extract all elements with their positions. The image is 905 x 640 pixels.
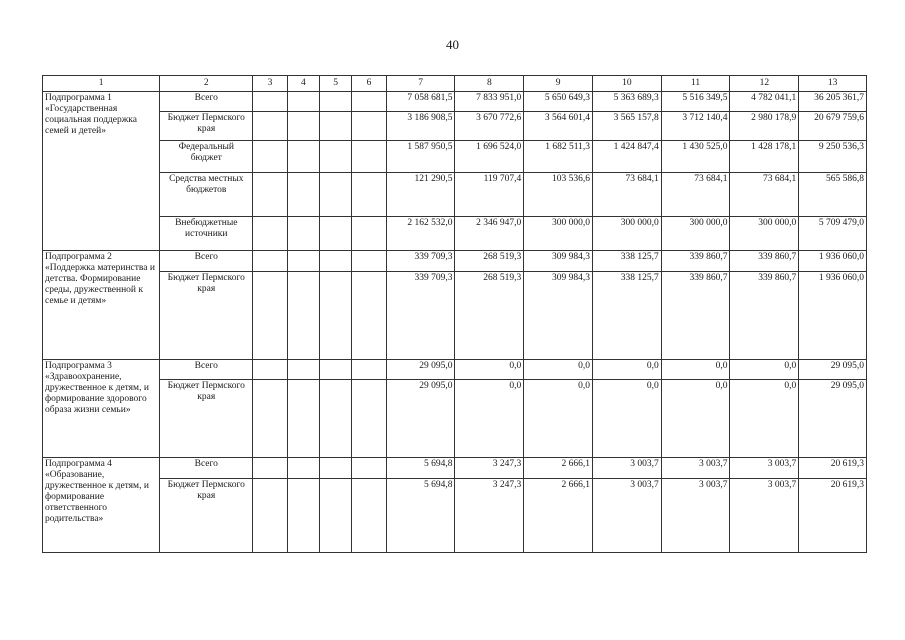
value-cell: 20 619,3 (799, 479, 867, 553)
empty-cell (352, 92, 386, 112)
value-cell: 5 516 349,5 (661, 92, 730, 112)
value-cell: 268 519,3 (455, 251, 524, 272)
value-cell: 339 860,7 (661, 272, 730, 360)
value-cell: 339 860,7 (661, 251, 730, 272)
empty-cell (287, 458, 319, 479)
table-row (43, 458, 867, 479)
value-cell: 1 428 178,1 (730, 141, 799, 173)
column-header: 12 (730, 76, 799, 92)
funding-source: Всего (160, 458, 253, 479)
table-row (43, 217, 867, 251)
table-row (43, 272, 867, 360)
value-cell: 2 162 532,0 (386, 217, 455, 251)
value-cell: 565 586,8 (799, 173, 867, 217)
value-cell: 0,0 (455, 360, 524, 380)
empty-cell (253, 360, 287, 380)
value-cell: 3 003,7 (730, 458, 799, 479)
value-cell: 2 666,1 (524, 479, 593, 553)
budget-table-body (43, 76, 867, 553)
value-cell: 73 684,1 (730, 173, 799, 217)
value-cell: 7 833 951,0 (455, 92, 524, 112)
empty-cell (352, 360, 386, 380)
table-row (43, 112, 867, 141)
value-cell: 0,0 (730, 360, 799, 380)
value-cell: 0,0 (524, 360, 593, 380)
value-cell: 5 363 689,3 (592, 92, 661, 112)
funding-source: Бюджет Пермского края (160, 112, 253, 141)
empty-cell (352, 173, 386, 217)
value-cell: 0,0 (592, 360, 661, 380)
value-cell: 7 058 681,5 (386, 92, 455, 112)
empty-cell (287, 173, 319, 217)
value-cell: 339 709,3 (386, 251, 455, 272)
empty-cell (352, 272, 386, 360)
empty-cell (287, 479, 319, 553)
funding-source: Бюджет Пермского края (160, 479, 253, 553)
empty-cell (352, 479, 386, 553)
value-cell: 268 519,3 (455, 272, 524, 360)
column-header: 11 (661, 76, 730, 92)
value-cell: 1 696 524,0 (455, 141, 524, 173)
empty-cell (287, 92, 319, 112)
empty-cell (320, 92, 352, 112)
value-cell: 0,0 (524, 380, 593, 458)
value-cell: 20 679 759,6 (799, 112, 867, 141)
value-cell: 1 430 525,0 (661, 141, 730, 173)
value-cell: 0,0 (730, 380, 799, 458)
empty-cell (253, 479, 287, 553)
value-cell: 29 095,0 (386, 380, 455, 458)
value-cell: 20 619,3 (799, 458, 867, 479)
value-cell: 121 290,5 (386, 173, 455, 217)
value-cell: 300 000,0 (661, 217, 730, 251)
empty-cell (352, 251, 386, 272)
value-cell: 5 694,8 (386, 479, 455, 553)
value-cell: 3 003,7 (661, 479, 730, 553)
value-cell: 2 980 178,9 (730, 112, 799, 141)
column-header: 2 (160, 76, 253, 92)
empty-cell (320, 458, 352, 479)
empty-cell (253, 272, 287, 360)
value-cell: 3 186 908,5 (386, 112, 455, 141)
funding-source: Бюджет Пермского края (160, 272, 253, 360)
value-cell: 3 670 772,6 (455, 112, 524, 141)
column-header: 5 (320, 76, 352, 92)
value-cell: 73 684,1 (661, 173, 730, 217)
value-cell: 338 125,7 (592, 251, 661, 272)
value-cell: 309 984,3 (524, 272, 593, 360)
value-cell: 3 247,3 (455, 479, 524, 553)
value-cell: 1 587 950,5 (386, 141, 455, 173)
empty-cell (287, 272, 319, 360)
empty-cell (253, 380, 287, 458)
column-header: 9 (524, 76, 593, 92)
column-header: 3 (253, 76, 287, 92)
value-cell: 1 936 060,0 (799, 251, 867, 272)
value-cell: 3 003,7 (592, 458, 661, 479)
empty-cell (253, 173, 287, 217)
empty-cell (320, 141, 352, 173)
table-row (43, 141, 867, 173)
value-cell: 36 205 361,7 (799, 92, 867, 112)
value-cell: 3 003,7 (730, 479, 799, 553)
subprogram-title: Подпрограмма 4 «Образование, дружественное к детям, и формирование ответственного родительства» (43, 458, 160, 553)
funding-source: Средства местных бюджетов (160, 173, 253, 217)
value-cell: 3 712 140,4 (661, 112, 730, 141)
value-cell: 9 250 536,3 (799, 141, 867, 173)
value-cell: 29 095,0 (386, 360, 455, 380)
column-header: 7 (386, 76, 455, 92)
value-cell: 5 694,8 (386, 458, 455, 479)
table-row (43, 173, 867, 217)
subprogram-title: Подпрограмма 1 «Государственная социальная поддержка семей и детей» (43, 92, 160, 251)
empty-cell (320, 479, 352, 553)
column-header-row (43, 76, 867, 92)
column-header: 13 (799, 76, 867, 92)
value-cell: 1 936 060,0 (799, 272, 867, 360)
value-cell: 300 000,0 (524, 217, 593, 251)
funding-source: Внебюджетные источники (160, 217, 253, 251)
column-header: 1 (43, 76, 160, 92)
empty-cell (320, 173, 352, 217)
value-cell: 3 564 601,4 (524, 112, 593, 141)
value-cell: 0,0 (455, 380, 524, 458)
value-cell: 3 003,7 (661, 458, 730, 479)
value-cell: 119 707,4 (455, 173, 524, 217)
empty-cell (287, 112, 319, 141)
empty-cell (253, 112, 287, 141)
value-cell: 0,0 (661, 360, 730, 380)
budget-table (42, 75, 867, 553)
empty-cell (287, 360, 319, 380)
empty-cell (253, 141, 287, 173)
funding-source: Всего (160, 92, 253, 112)
empty-cell (320, 251, 352, 272)
column-header: 8 (455, 76, 524, 92)
subprogram-title: Подпрограмма 3 «Здравоохранение, дружественное к детям, и формирование здорового образа жизни семьи» (43, 360, 160, 458)
empty-cell (253, 251, 287, 272)
empty-cell (253, 458, 287, 479)
column-header: 10 (592, 76, 661, 92)
value-cell: 4 782 041,1 (730, 92, 799, 112)
subprogram-title: Подпрограмма 2 «Поддержка материнства и детства. Формирование среды, дружественной к семье и детям» (43, 251, 160, 360)
value-cell: 2 666,1 (524, 458, 593, 479)
empty-cell (352, 380, 386, 458)
value-cell: 300 000,0 (730, 217, 799, 251)
funding-source: Бюджет Пермского края (160, 380, 253, 458)
value-cell: 3 565 157,8 (592, 112, 661, 141)
value-cell: 300 000,0 (592, 217, 661, 251)
empty-cell (253, 217, 287, 251)
value-cell: 29 095,0 (799, 380, 867, 458)
empty-cell (253, 92, 287, 112)
value-cell: 339 860,7 (730, 251, 799, 272)
value-cell: 3 003,7 (592, 479, 661, 553)
value-cell: 339 709,3 (386, 272, 455, 360)
table-row (43, 380, 867, 458)
table-row (43, 479, 867, 553)
empty-cell (352, 458, 386, 479)
empty-cell (287, 141, 319, 173)
empty-cell (320, 360, 352, 380)
value-cell: 3 247,3 (455, 458, 524, 479)
value-cell: 309 984,3 (524, 251, 593, 272)
funding-source: Всего (160, 251, 253, 272)
table-row (43, 360, 867, 380)
column-header: 4 (287, 76, 319, 92)
value-cell: 1 424 847,4 (592, 141, 661, 173)
value-cell: 5 709 479,0 (799, 217, 867, 251)
column-header: 6 (352, 76, 386, 92)
value-cell: 0,0 (661, 380, 730, 458)
empty-cell (320, 112, 352, 141)
value-cell: 29 095,0 (799, 360, 867, 380)
value-cell: 1 682 511,3 (524, 141, 593, 173)
empty-cell (352, 217, 386, 251)
empty-cell (287, 251, 319, 272)
value-cell: 73 684,1 (592, 173, 661, 217)
value-cell: 339 860,7 (730, 272, 799, 360)
value-cell: 5 650 649,3 (524, 92, 593, 112)
value-cell: 103 536,6 (524, 173, 593, 217)
empty-cell (287, 217, 319, 251)
empty-cell (320, 272, 352, 360)
empty-cell (352, 112, 386, 141)
value-cell: 338 125,7 (592, 272, 661, 360)
empty-cell (287, 380, 319, 458)
funding-source: Всего (160, 360, 253, 380)
empty-cell (352, 141, 386, 173)
table-row (43, 251, 867, 272)
value-cell: 2 346 947,0 (455, 217, 524, 251)
value-cell: 0,0 (592, 380, 661, 458)
funding-source: Федеральный бюджет (160, 141, 253, 173)
page-number: 40 (446, 37, 459, 52)
empty-cell (320, 217, 352, 251)
empty-cell (320, 380, 352, 458)
table-row (43, 92, 867, 112)
